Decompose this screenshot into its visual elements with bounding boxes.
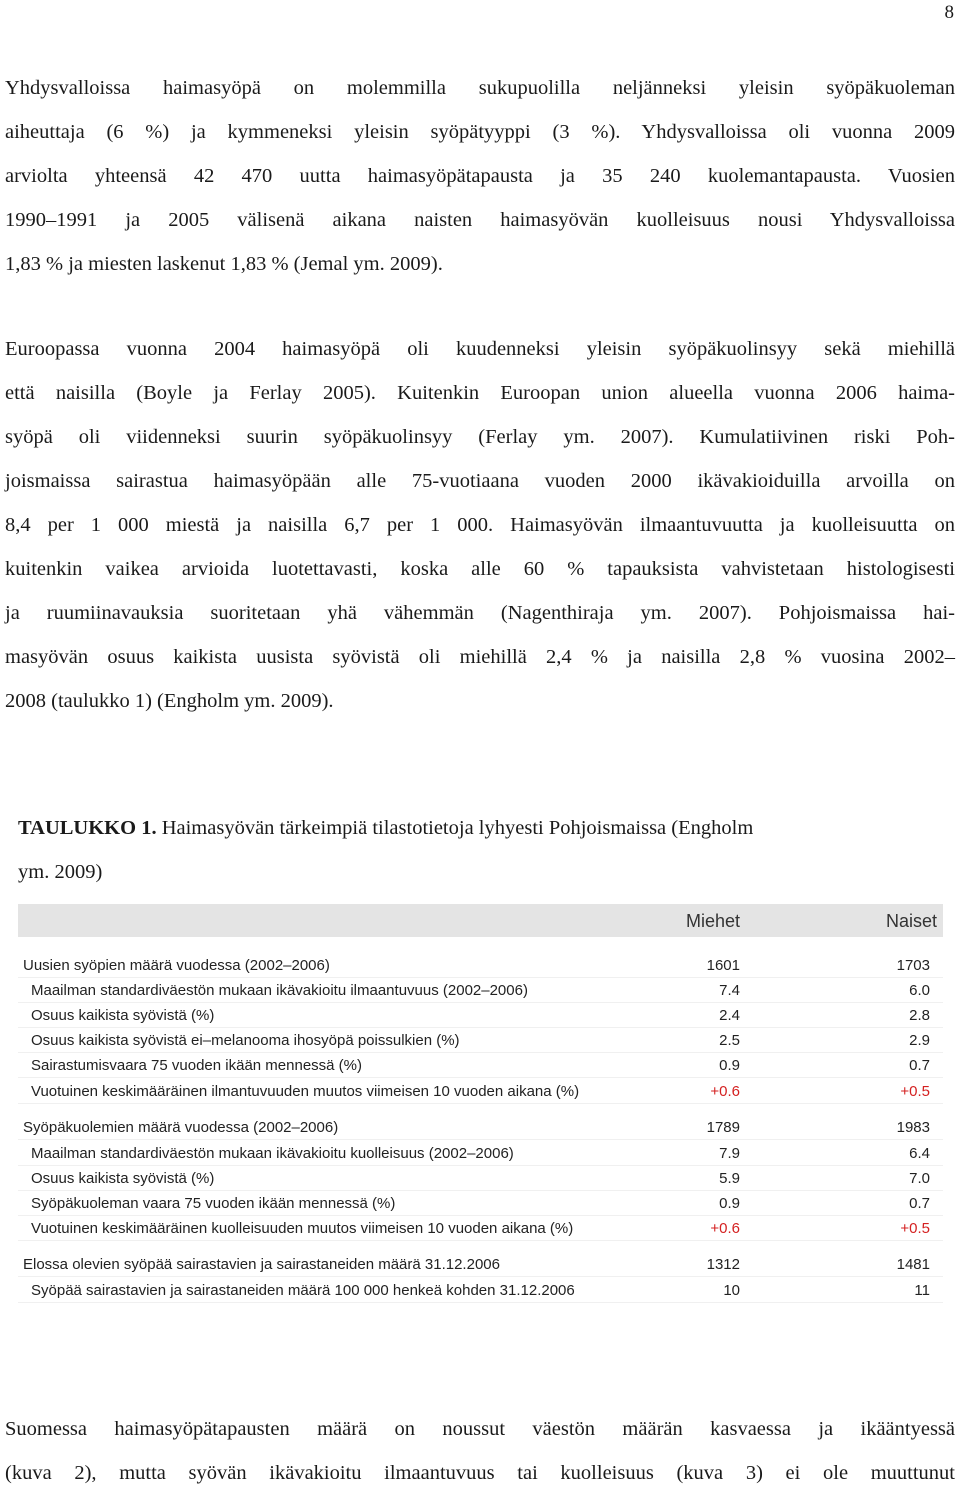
row-label: Vuotuinen keskimääräinen kuolleisuuden muutos viimeisen 10 vuoden aikana (%) bbox=[31, 1220, 574, 1237]
value-women: 6.0 bbox=[909, 982, 930, 999]
row-label: Uusien syöpien määrä vuodessa (2002–2006) bbox=[23, 957, 330, 974]
value-men: 1601 bbox=[706, 957, 740, 974]
table-row bbox=[18, 1117, 943, 1140]
value-men: 7.4 bbox=[719, 982, 740, 999]
paragraph-finland bbox=[5, 1407, 955, 1495]
row-label: Maailman standardiväestön mukaan ikävakioitu kuolleisuus (2002–2006) bbox=[31, 1145, 514, 1162]
text-line: että naisilla (Boyle ja Ferlay 2005). Kuitenkin Euroopan union alueella vuonna 2006 haima- bbox=[5, 382, 955, 404]
row-label: Syöpäkuolemien määrä vuodessa (2002–2006) bbox=[23, 1119, 339, 1136]
value-men: 1789 bbox=[706, 1119, 740, 1136]
table-row bbox=[18, 1081, 943, 1104]
table-header bbox=[18, 904, 943, 937]
text-line: ja ruumiinavauksia suoritetaan yhä vähemmän (Nagenthiraja ym. 2007). Pohjoismaissa hai- bbox=[5, 602, 955, 624]
value-women: 0.7 bbox=[909, 1057, 930, 1074]
row-label: Syöpää sairastavien ja sairastaneiden määrä 100 000 henkeä kohden 31.12.2006 bbox=[31, 1282, 575, 1299]
statistics-table bbox=[18, 898, 943, 1312]
caption-text: Haimasyövän tärkeimpiä tilastotietoja lyhyesti Pohjoismaissa (Engholm bbox=[161, 817, 754, 839]
row-label: Sairastumisvaara 75 vuoden ikään mennessä (%) bbox=[31, 1057, 363, 1074]
table-row bbox=[18, 1218, 943, 1241]
value-men: 0.9 bbox=[719, 1057, 740, 1074]
table-row bbox=[18, 1193, 943, 1216]
row-label: Maailman standardiväestön mukaan ikävakioitu ilmaantuvuus (2002–2006) bbox=[31, 982, 528, 999]
row-label: Osuus kaikista syövistä ei–melanooma ihosyöpä poissulkien (%) bbox=[31, 1032, 460, 1049]
value-men: 1312 bbox=[706, 1256, 740, 1273]
value-men: 10 bbox=[723, 1282, 740, 1299]
value-women: 0.7 bbox=[909, 1195, 930, 1212]
text-line: syöpä oli viidenneksi suurin syöpäkuolinsyy (Ferlay ym. 2007). Kumulatiivinen riski Poh- bbox=[5, 426, 955, 448]
value-men: 2.4 bbox=[719, 1007, 740, 1024]
table-row bbox=[18, 980, 943, 1003]
table-row bbox=[18, 1143, 943, 1166]
text-line: Yhdysvalloissa haimasyöpä on molemmilla sukupuolilla neljänneksi yleisin syöpäkuoleman bbox=[5, 77, 955, 99]
header-men: Miehet bbox=[686, 911, 741, 931]
table-row bbox=[18, 955, 943, 978]
text-line: 1990–1991 ja 2005 välisenä aikana naisten haimasyövän kuolleisuus nousi Yhdysvalloissa bbox=[5, 209, 955, 231]
text-line: 1,83 % ja miesten laskenut 1,83 % (Jemal ym. 2009). bbox=[5, 253, 443, 275]
value-women: 1703 bbox=[896, 957, 930, 974]
table-row bbox=[18, 1168, 943, 1191]
value-men: +0.6 bbox=[710, 1083, 740, 1100]
table-caption bbox=[18, 806, 953, 894]
header-women: Naiset bbox=[885, 911, 937, 931]
table-row bbox=[18, 1055, 943, 1078]
value-women: +0.5 bbox=[900, 1220, 930, 1237]
table-row bbox=[18, 1005, 943, 1028]
value-men: 5.9 bbox=[719, 1170, 740, 1187]
table-row bbox=[18, 1280, 943, 1303]
value-men: 2.5 bbox=[719, 1032, 740, 1049]
text-line: joismaissa sairastua haimasyöpään alle 75-vuotiaana vuoden 2000 ikävakioiduilla arvoilla on bbox=[5, 470, 955, 492]
value-women: 6.4 bbox=[909, 1145, 930, 1162]
paragraph-usa bbox=[5, 66, 955, 286]
row-label: Elossa olevien syöpää sairastavien ja sairastaneiden määrä 31.12.2006 bbox=[23, 1256, 500, 1273]
value-men: +0.6 bbox=[710, 1220, 740, 1237]
table-row bbox=[18, 1030, 943, 1053]
caption-label: TAULUKKO 1. bbox=[18, 817, 157, 839]
row-label: Osuus kaikista syövistä (%) bbox=[31, 1007, 215, 1024]
page-number: 8 bbox=[944, 2, 954, 23]
value-men: 7.9 bbox=[719, 1145, 740, 1162]
text-line: masyövän osuus kaikista uusista syövistä oli miehillä 2,4 % ja naisilla 2,8 % vuosina 2002– bbox=[5, 646, 955, 668]
caption-text-cont: ym. 2009) bbox=[18, 861, 103, 883]
table-row bbox=[18, 1254, 943, 1277]
text-line: Euroopassa vuonna 2004 haimasyöpä oli kuudenneksi yleisin syöpäkuolinsyy sekä miehillä bbox=[5, 338, 955, 360]
text-line: 8,4 per 1 000 miestä ja naisilla 6,7 per 1 000. Haimasyövän ilmaantuvuutta ja kuolleisuutta on bbox=[5, 514, 955, 536]
text-line: kuitenkin vaikea arvioida luotettavasti, koska alle 60 % tapauksista vahvistetaan histologisesti bbox=[5, 558, 955, 580]
row-label: Syöpäkuoleman vaara 75 vuoden ikään mennessä (%) bbox=[31, 1195, 396, 1212]
text-line: 2008 (taulukko 1) (Engholm ym. 2009). bbox=[5, 690, 334, 712]
value-men: 0.9 bbox=[719, 1195, 740, 1212]
value-women: +0.5 bbox=[900, 1083, 930, 1100]
paragraph-europe bbox=[5, 327, 955, 723]
text-line: Suomessa haimasyöpätapausten määrä on noussut väestön määrän kasvaessa ja ikääntyessä bbox=[5, 1418, 955, 1440]
value-women: 1481 bbox=[896, 1256, 930, 1273]
text-line: (kuva 2), mutta syövän ikävakioitu ilmaantuvuus tai kuolleisuus (kuva 3) ei ole muuttunut bbox=[5, 1462, 955, 1484]
text-line: arviolta yhteensä 42 470 uutta haimasyöpätapausta ja 35 240 kuolemantapausta. Vuosien bbox=[5, 165, 955, 187]
row-label: Vuotuinen keskimääräinen ilmantuvuuden muutos viimeisen 10 vuoden aikana (%) bbox=[31, 1083, 580, 1100]
value-women: 1983 bbox=[896, 1119, 930, 1136]
value-women: 11 bbox=[914, 1282, 930, 1299]
value-women: 2.9 bbox=[909, 1032, 930, 1049]
text-line: aiheuttaja (6 %) ja kymmeneksi yleisin syöpätyyppi (3 %). Yhdysvalloissa oli vuonna 2009 bbox=[5, 121, 955, 143]
value-women: 2.8 bbox=[909, 1007, 930, 1024]
row-label: Osuus kaikista syövistä (%) bbox=[31, 1170, 215, 1187]
value-women: 7.0 bbox=[909, 1170, 930, 1187]
